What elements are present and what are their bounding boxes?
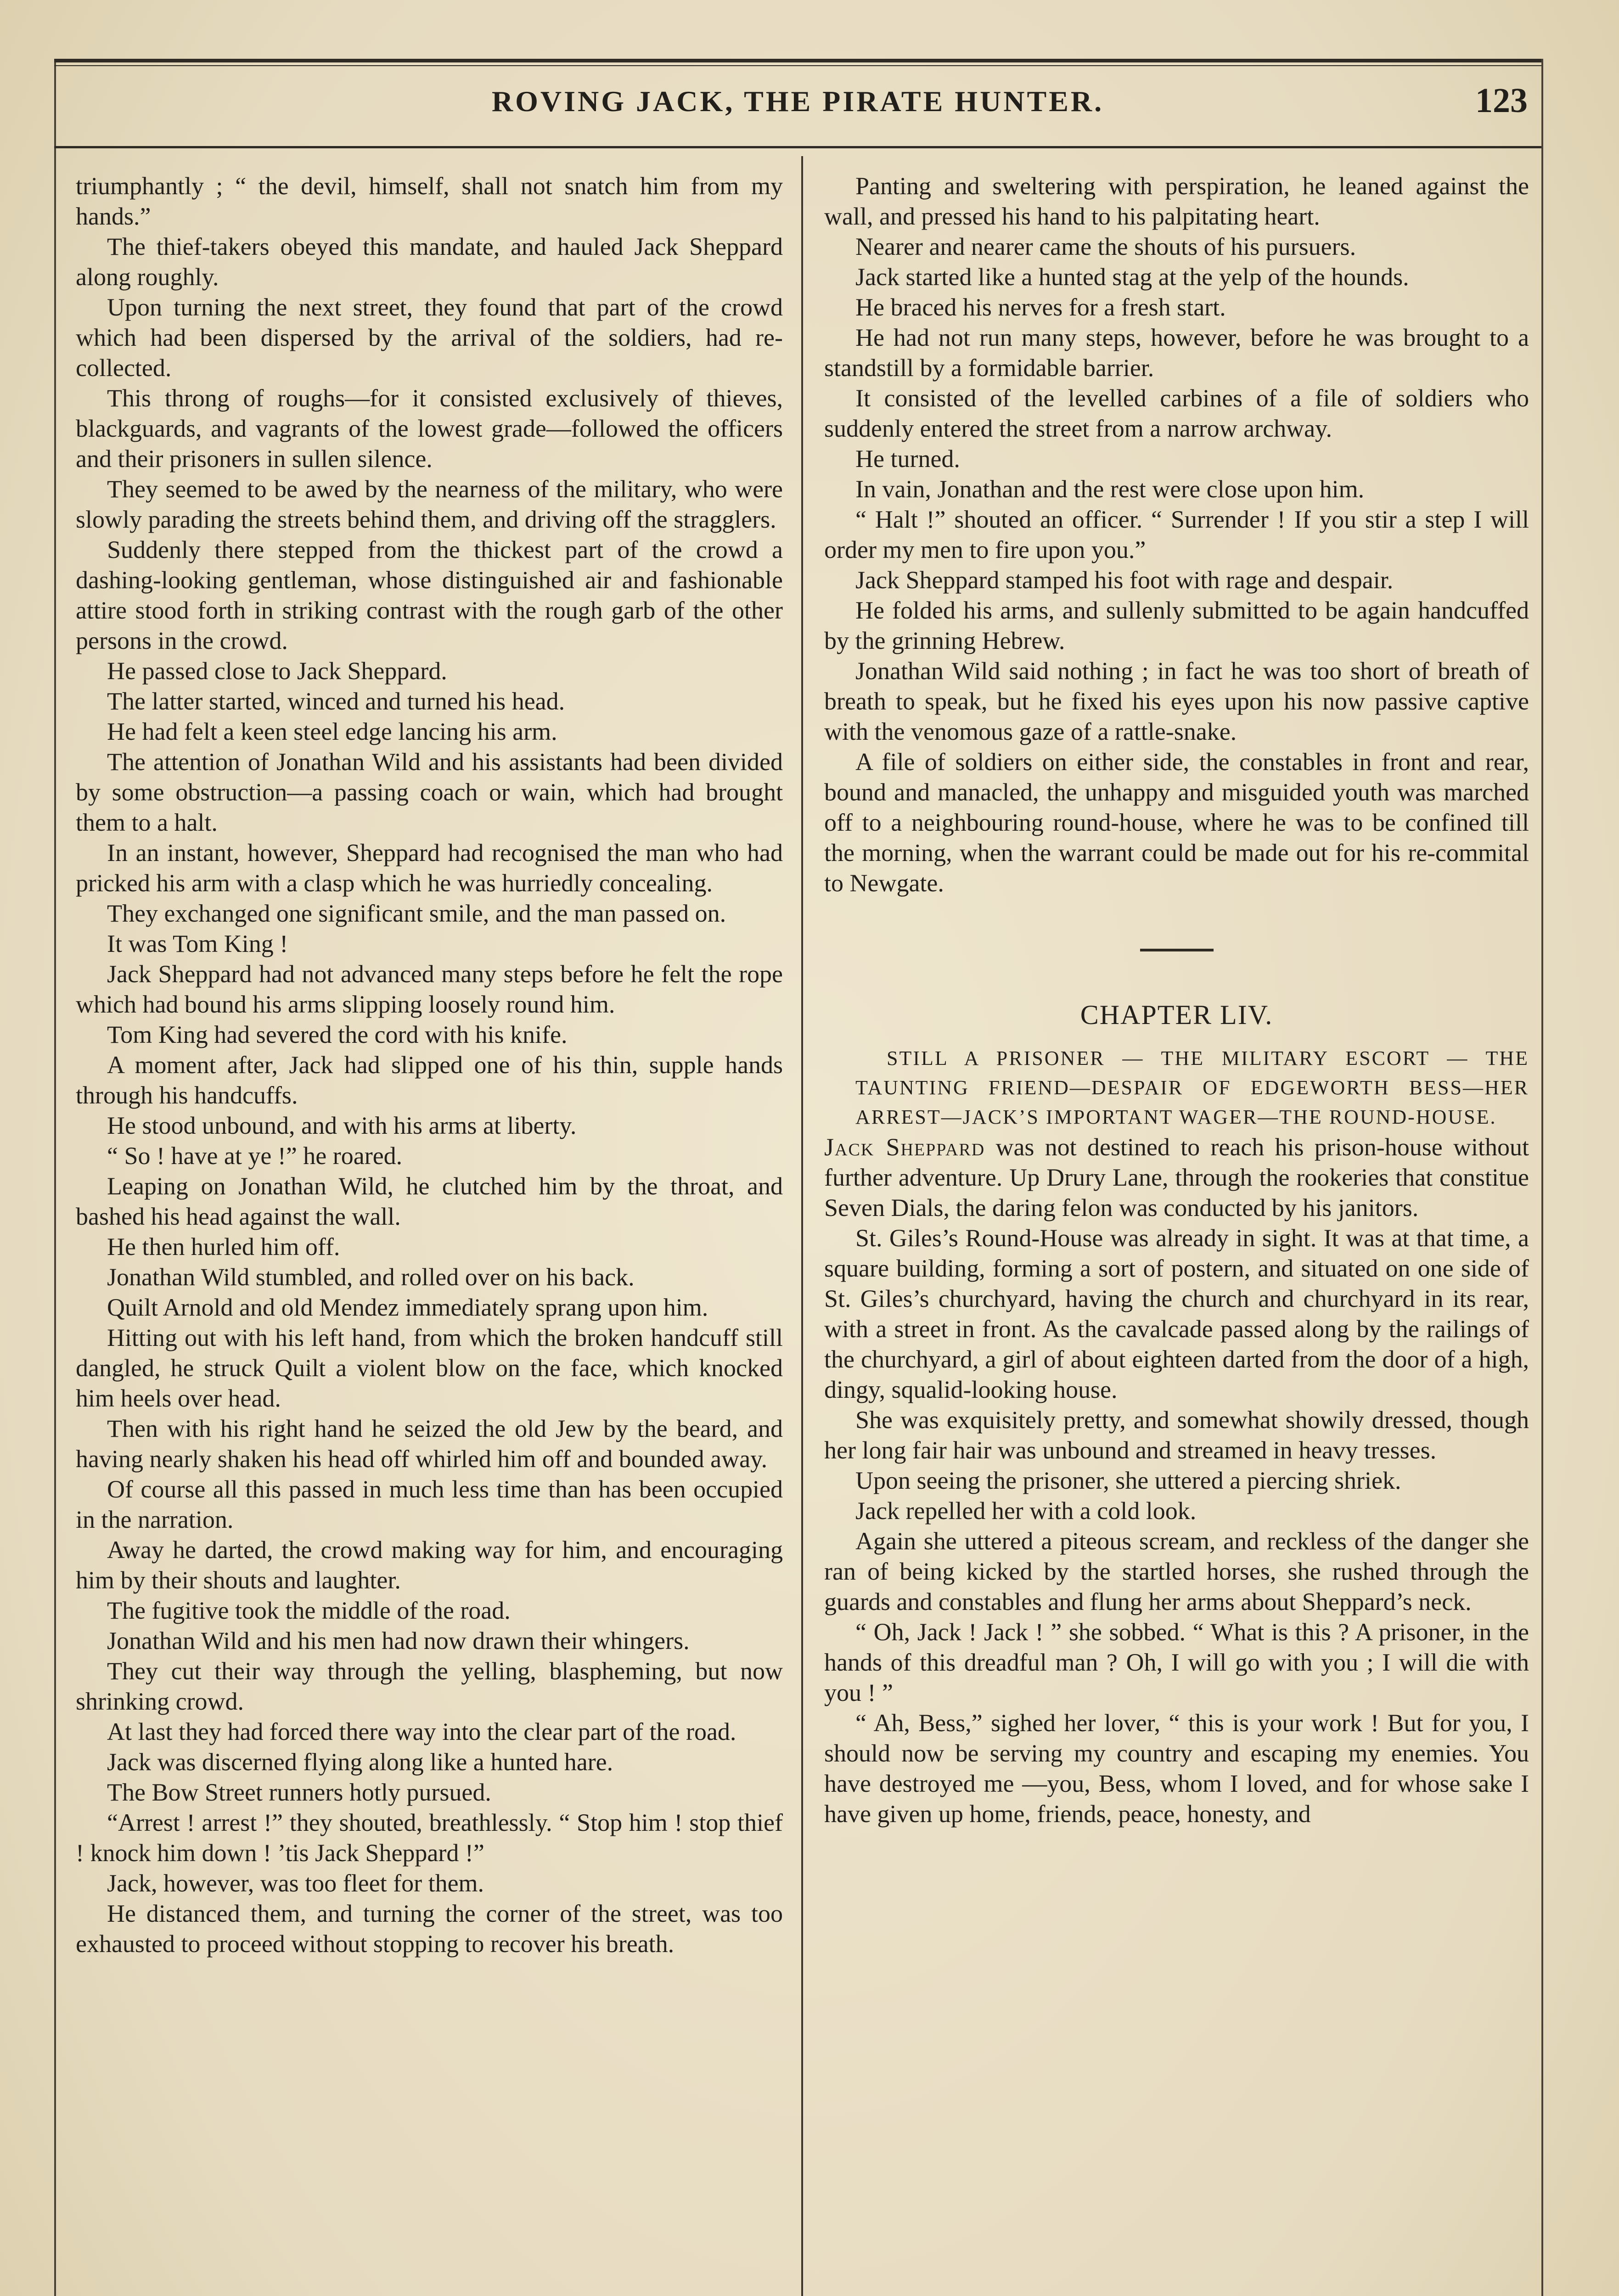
paragraph: The fugitive took the middle of the road.: [107, 1597, 511, 1624]
paragraph: In an instant, however, Sheppard had recognised the man who had pricked his arm with a clasp which he was hurriedly concealing.: [76, 839, 783, 897]
right-column: [824, 171, 1529, 1829]
paragraph: He passed close to Jack Sheppard.: [107, 657, 447, 685]
paragraph: He folded his arms, and sullenly submitted to be again handcuffed by the grinning Hebrew.: [824, 597, 1529, 654]
paragraph: He stood unbound, and with his arms at liberty.: [107, 1112, 577, 1139]
paragraph: He then hurled him off.: [107, 1233, 340, 1261]
paragraph: “ Oh, Jack ! Jack ! ” she sobbed. “ What is this ? A prisoner, in the hands of this dreadful man ? Oh, I will go with you ; I will die with you ! ”: [824, 1618, 1529, 1706]
paragraph: “ So ! have at ye !” he roared.: [107, 1142, 403, 1170]
paragraph: Jack, however, was too fleet for them.: [107, 1869, 484, 1897]
paragraph: She was exquisitely pretty, and somewhat showily dressed, though her long fair hair was unbound and streamed in heavy tresses.: [824, 1406, 1529, 1464]
right-column-top-text: [824, 171, 1529, 898]
paragraph: Upon seeing the prisoner, she uttered a piercing shriek.: [855, 1467, 1401, 1494]
left-column: [76, 171, 783, 1959]
paragraph: He turned.: [855, 445, 960, 473]
paragraph: He distanced them, and turning the corner of the street, was too exhausted to proceed without stopping to recover his breath.: [76, 1900, 783, 1958]
paragraph: He had not run many steps, however, before he was brought to a standstill by a formidable barrier.: [824, 324, 1529, 382]
paragraph: St. Giles’s Round-House was already in sight. It was at that time, a square building, forming a sort of postern, and situated on one side of St. Giles’s churchyard, having the church and churchyard in its rear, with a street in front. As the cavalcade passed along by the railings of the churchyard, a girl of about eighteen darted from the door of a high, dingy, squalid-looking house.: [824, 1224, 1529, 1403]
running-title: ROVING JACK, THE PIRATE HUNTER.: [491, 85, 1104, 118]
paragraph: Jonathan Wild said nothing ; in fact he was too short of breath of breath to speak, but he fixed his eyes upon his now passive captive with the venomous gaze of a rattle-snake.: [824, 657, 1529, 745]
paragraph: Quilt Arnold and old Mendez immediately sprang upon him.: [107, 1294, 708, 1321]
chapter-opening-paragraph: [824, 1132, 1529, 1223]
paragraph: Jack repelled her with a cold look.: [855, 1497, 1197, 1525]
paragraph: Nearer and nearer came the shouts of his pursuers.: [855, 233, 1356, 260]
paragraph: This throng of roughs—for it consisted exclusively of thieves, blackguards, and vagrants of the lowest grade—followed the officers and their prisoners in sullen silence.: [76, 384, 783, 473]
paragraph: Jack Sheppard had not advanced many steps before he felt the rope which had bound his arms slipping loosely round him.: [76, 960, 783, 1018]
paragraph: Jonathan Wild stumbled, and rolled over on his back.: [107, 1263, 635, 1291]
paragraph: At last they had forced there way into the clear part of the road.: [107, 1718, 736, 1745]
paragraph: Hitting out with his left hand, from which the broken handcuff still dangled, he struck Quilt a violent blow on the face, which knocked him heels over head.: [76, 1324, 783, 1412]
page-number: 123: [1475, 81, 1528, 120]
paragraph: Again she uttered a piteous scream, and reckless of the danger she ran of being kicked by the startled horses, she rushed through the guards and constables and flung her arms about Sheppard’s neck.: [824, 1527, 1529, 1615]
paragraph: Jack Sheppard stamped his foot with rage and despair.: [855, 566, 1394, 594]
paragraph: Then with his right hand he seized the old Jew by the beard, and having nearly shaken his head off whirled him off and bounded away.: [76, 1415, 783, 1473]
paragraph: The latter started, winced and turned his head.: [107, 687, 565, 715]
paragraph: They cut their way through the yelling, blaspheming, but now shrinking crowd.: [76, 1657, 783, 1715]
paragraph: Tom King had severed the cord with his knife.: [107, 1021, 568, 1048]
paragraph: A moment after, Jack had slipped one of his thin, supple hands through his handcuffs.: [76, 1051, 783, 1109]
right-column-bottom-text: [824, 1223, 1529, 1829]
paragraph: They seemed to be awed by the nearness of the military, who were slowly parading the streets behind them, and driving off the stragglers.: [76, 475, 783, 533]
paragraph: “Arrest ! arrest !” they shouted, breathlessly. “ Stop him ! stop thief ! knock him down ! ’tis Jack Sheppard !”: [76, 1809, 783, 1867]
chapter-synopsis: STILL A PRISONER — THE MILITARY ESCORT — THE TAUNTING FRIEND—DESPAIR OF EDGEWORTH BESS—HER ARREST—JACK’S IMPORTANT WAGER—THE ROUND-HOUSE.: [855, 1047, 1529, 1128]
paragraph: “ Ah, Bess,” sighed her lover, “ this is your work ! But for you, I should now be serving my country and escaping my enemies. You have destroyed me —you, Bess, whom I loved, and for whose sake I have given up home, friends, peace, honesty, and: [824, 1709, 1529, 1828]
paragraph: The attention of Jonathan Wild and his assistants had been divided by some obstruction—a passing coach or wain, which had brought them to a halt.: [76, 748, 783, 836]
chapter-heading: CHAPTER LIV.: [1080, 1000, 1273, 1030]
paragraph: “ Halt !” shouted an officer. “ Surrender ! If you stir a step I will order my men to fire upon you.”: [824, 506, 1529, 563]
paragraph: He braced his nerves for a fresh start.: [855, 293, 1226, 321]
paragraph: triumphantly ; “ the devil, himself, shall not snatch him from my hands.”: [76, 172, 783, 230]
paragraph: Jonathan Wild and his men had now drawn their whingers.: [107, 1627, 690, 1654]
paragraph: Of course all this passed in much less time than has been occupied in the narration.: [76, 1475, 783, 1533]
section-separator-rule: [1140, 949, 1214, 951]
paragraph: Suddenly there stepped from the thickest part of the crowd a dashing-looking gentleman, whose distinguished air and fashionable attire stood forth in striking contrast with the rough garb of the other persons in the crowd.: [76, 536, 783, 654]
paragraph: Upon turning the next street, they found that part of the crowd which had been dispersed by the arrival of the soldiers, had re-collected.: [76, 293, 783, 382]
running-header: [54, 59, 1541, 148]
paragraph: It consisted of the levelled carbines of a file of soldiers who suddenly entered the street from a narrow archway.: [824, 384, 1529, 442]
header-rule: [54, 65, 1541, 66]
opening-text: was not destined to reach his prison-house without further adventure. Up Drury Lane, through the rookeries that constitue Seven Dials, the daring felon was conducted by his janitors.: [824, 1133, 1529, 1221]
paragraph: They exchanged one significant smile, and the man passed on.: [107, 900, 726, 927]
paragraph: Away he darted, the crowd making way for him, and encouraging him by their shouts and laughter.: [76, 1536, 783, 1594]
opening-smallcaps: Jack Sheppard: [824, 1133, 985, 1161]
paragraph: Panting and sweltering with perspiration, he leaned against the wall, and pressed his hand to his palpitating heart.: [824, 172, 1529, 230]
paragraph: Leaping on Jonathan Wild, he clutched him by the throat, and bashed his head against the wall.: [76, 1172, 783, 1230]
paragraph: It was Tom King !: [107, 930, 288, 957]
paragraph: He had felt a keen steel edge lancing his arm.: [107, 718, 557, 745]
paragraph: In vain, Jonathan and the rest were close upon him.: [855, 475, 1365, 503]
paragraph: A file of soldiers on either side, the constables in front and rear, bound and manacled, the unhappy and misguided youth was marched off to a neighbouring round-house, where he was to be confined till the morning, when the warrant could be made out for his re-commital to Newgate.: [824, 748, 1529, 897]
column-divider: [801, 156, 803, 2296]
paragraph: Jack was discerned flying along like a hunted hare.: [107, 1748, 613, 1776]
paragraph: The thief-takers obeyed this mandate, and hauled Jack Sheppard along roughly.: [76, 233, 783, 291]
paragraph: The Bow Street runners hotly pursued.: [107, 1778, 491, 1806]
paragraph: Jack started like a hunted stag at the yelp of the hounds.: [855, 263, 1409, 291]
